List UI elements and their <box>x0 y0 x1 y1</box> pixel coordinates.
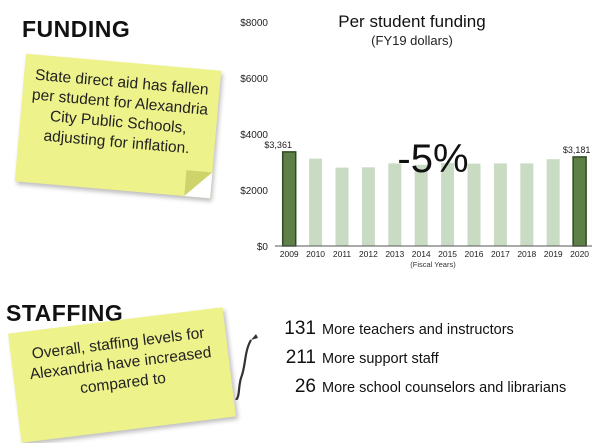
stat-support-staff <box>268 347 439 369</box>
x-tick-label: 2016 <box>464 249 484 259</box>
pen-sketch <box>236 340 251 400</box>
x-tick-label: 2013 <box>385 249 405 259</box>
x-tick-label: 2011 <box>332 249 352 259</box>
stat-value: 131 <box>284 318 316 339</box>
staffing-note-text: Overall, staffing levels for Alexandria have increased compared to <box>28 324 213 398</box>
stat-label: More support staff <box>322 351 439 367</box>
x-tick-label: 2009 <box>279 249 299 259</box>
x-tick-label: 2017 <box>490 249 510 259</box>
x-tick-label: 2012 <box>358 249 378 259</box>
y-tick-label: $8000 <box>240 18 268 29</box>
bar-2009 <box>283 152 296 246</box>
data-label-2020: $3,181 <box>562 144 591 155</box>
stat-label: More teachers and instructors <box>322 322 514 338</box>
x-tick-label: 2020 <box>570 249 590 259</box>
data-label-2009: $3,361 <box>264 139 292 150</box>
stat-counselors <box>268 376 566 398</box>
x-axis-label: (Fiscal Years) <box>410 260 456 269</box>
stat-label: More school counselors and librarians <box>322 380 567 396</box>
y-tick-label: $2000 <box>240 186 268 197</box>
stat-value: 211 <box>285 347 316 368</box>
bar-2011 <box>336 168 349 246</box>
y-tick-label: $6000 <box>240 74 268 85</box>
funding-note-text: State direct aid has fallen per student for Alexandria City Public Schools, adjusting for inflation. <box>31 66 210 158</box>
x-tick-label: 2014 <box>411 249 431 259</box>
y-tick-label: $4000 <box>240 130 268 141</box>
y-tick-label: $0 <box>256 242 268 253</box>
x-tick-label: 2018 <box>517 249 537 259</box>
chart-title: Per student funding <box>338 12 486 31</box>
chart-subtitle: (FY19 dollars) <box>371 33 453 48</box>
bar-2017 <box>494 163 507 246</box>
bar-2012 <box>362 167 375 246</box>
bar-2016 <box>468 164 481 246</box>
change-annotation: -5% <box>397 137 469 181</box>
stat-teachers <box>268 318 514 340</box>
pen-tip <box>251 334 258 340</box>
y-axis <box>240 18 268 253</box>
staffing-heading: STAFFING <box>6 300 124 326</box>
funding-heading: FUNDING <box>22 16 131 42</box>
x-axis <box>280 249 590 259</box>
x-tick-label: 2019 <box>543 249 563 259</box>
stat-value: 26 <box>294 376 316 397</box>
bar-2018 <box>520 163 533 246</box>
bar-2020 <box>573 157 586 246</box>
x-tick-label: 2015 <box>438 249 458 259</box>
x-tick-label: 2010 <box>306 249 326 259</box>
bar-2019 <box>547 159 560 246</box>
bar-2010 <box>309 159 322 246</box>
